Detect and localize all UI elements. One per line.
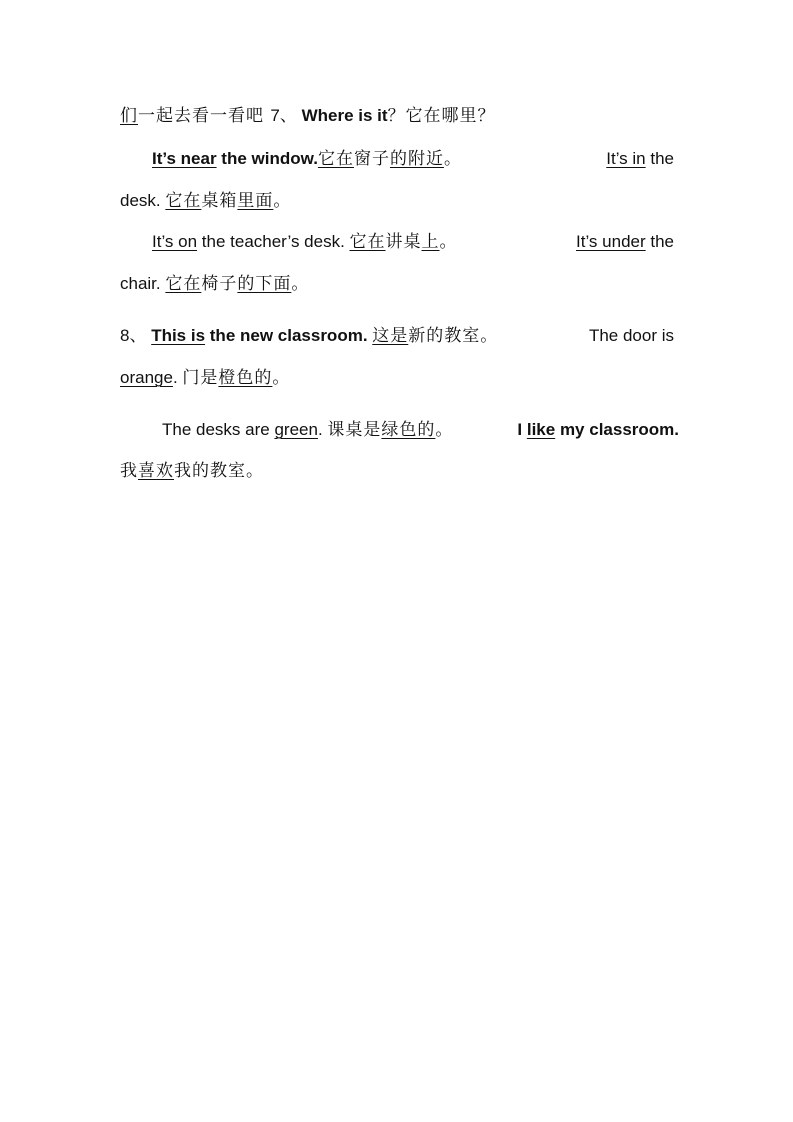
text-segment: the — [645, 149, 674, 168]
text-segment: ？它在哪里？ — [387, 106, 496, 126]
text-segment: 它在 — [317, 149, 354, 169]
text-segment: 橙色的 — [218, 368, 273, 388]
text-segment: 课桌是 — [327, 420, 382, 440]
text-line-4 — [152, 230, 674, 254]
text-segment: 的下面 — [237, 274, 292, 294]
text-segment: 里面 — [237, 191, 274, 211]
line-main — [152, 230, 458, 254]
text-segment: 绿色的 — [381, 420, 436, 440]
text-segment: the new classroom. — [205, 326, 373, 345]
text-segment: . — [172, 368, 183, 387]
text-segment: 桌箱 — [201, 191, 238, 211]
text-segment: 我的教室。 — [174, 461, 264, 481]
text-segment: The door is — [588, 326, 674, 345]
text-segment: . — [317, 420, 328, 439]
text-segment: 。 — [291, 274, 310, 294]
text-segment: Where is it — [301, 106, 388, 125]
text-segment: 我 — [120, 461, 138, 481]
text-segment: 门是 — [182, 368, 219, 388]
text-segment: 新的教室。 — [408, 326, 499, 346]
text-segment: 。 — [435, 420, 454, 440]
text-segment: the teacher’s desk. — [197, 232, 350, 251]
text-segment: 。 — [443, 149, 462, 169]
text-line-1 — [120, 104, 680, 128]
text-segment: 它在 — [165, 274, 202, 294]
line-end — [606, 147, 674, 171]
text-segment: It’s near — [152, 149, 217, 168]
text-segment: 们 — [120, 106, 138, 126]
text-segment: 讲桌 — [385, 232, 422, 252]
text-segment: 。 — [439, 232, 458, 252]
line-end — [517, 418, 679, 442]
text-segment: 窗子 — [353, 149, 390, 169]
line-end — [576, 230, 674, 254]
text-segment: orange — [120, 368, 173, 387]
text-segment: It’s on — [152, 232, 198, 251]
text-segment: 。 — [273, 191, 292, 211]
text-segment: 上 — [421, 232, 440, 252]
text-line-3 — [120, 189, 680, 213]
text-segment: 它在 — [165, 191, 202, 211]
text-segment: 一起去看一看吧 — [138, 106, 271, 126]
line-main — [120, 324, 498, 348]
text-segment: 椅子 — [201, 274, 238, 294]
text-segment: 这是 — [372, 326, 409, 346]
text-segment: 的附近 — [389, 149, 444, 169]
text-segment: 它在 — [349, 232, 386, 252]
line-main — [162, 418, 453, 442]
text-segment: desk. — [120, 191, 166, 210]
text-segment: 8、 — [120, 326, 152, 345]
text-line-6 — [120, 324, 674, 348]
text-segment: my classroom. — [555, 420, 679, 439]
text-segment: The desks are — [162, 420, 275, 439]
text-segment: the window. — [216, 149, 318, 168]
text-segment: This is — [151, 326, 206, 345]
line-end — [589, 324, 674, 348]
text-line-9 — [120, 459, 680, 483]
text-segment: It’s under — [576, 232, 646, 251]
text-segment: I — [517, 420, 527, 439]
text-segment: It’s in — [606, 149, 646, 168]
text-line-2 — [152, 147, 674, 171]
text-segment: 。 — [272, 368, 291, 388]
text-segment: green — [274, 420, 318, 439]
text-segment: 喜欢 — [138, 461, 174, 481]
text-line-7 — [120, 366, 680, 390]
line-main — [152, 147, 462, 171]
text-line-5 — [120, 272, 680, 296]
text-segment: the — [645, 232, 674, 251]
text-line-8 — [162, 418, 679, 442]
text-segment: like — [526, 420, 556, 439]
text-segment: chair. — [120, 274, 166, 293]
text-segment: 7、 — [270, 106, 302, 125]
